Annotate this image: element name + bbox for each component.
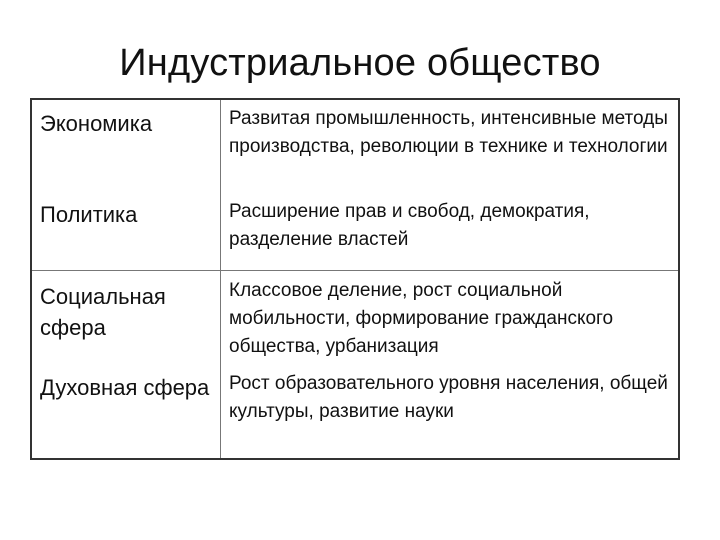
table-row-economy: [32, 100, 678, 195]
table-row-spiritual: [32, 365, 678, 460]
row-description-economy: Развитая промышленность, интенсивные методы производства, революции в технике и технологии: [229, 108, 668, 157]
row-description-spiritual: Рост образовательного уровня населения, общей культуры, развитие науки: [229, 373, 668, 422]
slide-title: Индустриальное общество: [119, 42, 601, 84]
table-row-social: [32, 270, 678, 365]
row-label-spiritual: Духовная сфера: [40, 375, 210, 400]
row-description-social: Классовое деление, рост социальной мобильности, формирование гражданского общества, урбанизация: [229, 280, 614, 357]
row-description-politics: Расширение прав и свобод, демократия, разделение властей: [229, 201, 590, 250]
row-label-economy: Экономика: [40, 111, 153, 136]
row-label-social: Социальная сфера: [40, 284, 166, 340]
table-row-politics: [32, 195, 678, 270]
society-table: [30, 98, 680, 460]
row-label-politics: Политика: [40, 202, 138, 227]
